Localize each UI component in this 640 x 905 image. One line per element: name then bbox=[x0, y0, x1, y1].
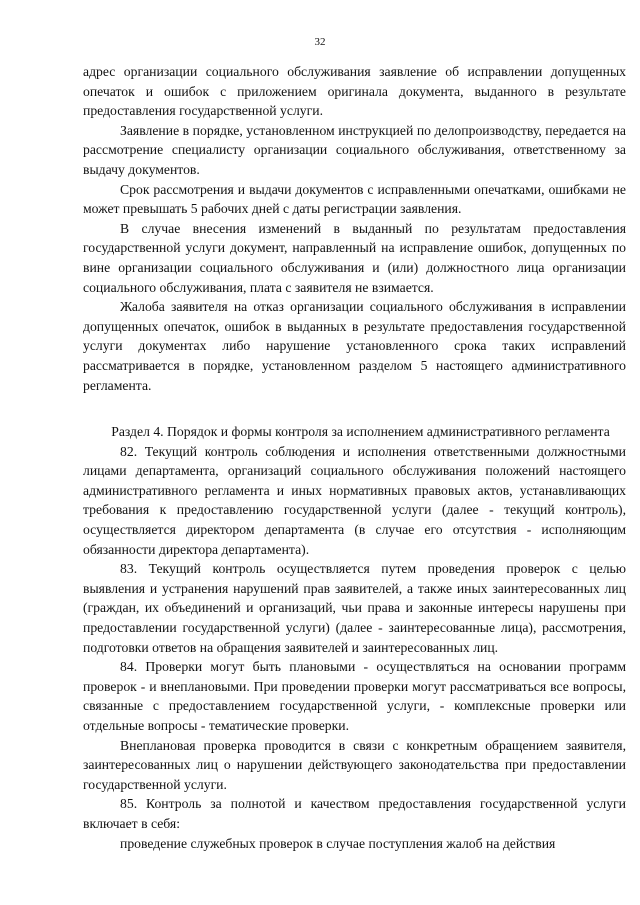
paragraph-82: 82. Текущий контроль соблюдения и исполнения ответственными должностными лицами департамента, организаций социального обслуживания положений настоящего административного регламента и иных нормативных правовых актов, устанавливающих требования к предоставлению государственной услуги (далее - текущий контроль), осуществляется директором департамента (в случае его отсутствия - исполняющим обязанности директора департамента). bbox=[83, 443, 626, 557]
paragraph-83: 83. Текущий контроль осуществляется путем проведения проверок с целью выявления и устранения нарушений прав заявителей, а также иных заинтересованных лиц (граждан, их объединений и организаций, чьи права и законные интересы нарушены при предоставлении государственной услуги) (далее - заинтересованные лица), рассмотрения, подготовки ответов на обращения заявителей и заинтересованных лиц. bbox=[83, 561, 626, 655]
document-body bbox=[83, 62, 626, 853]
section-4-heading: Раздел 4. Порядок и формы контроля за исполнением административного регламента bbox=[111, 424, 610, 440]
paragraph-application-transfer: Заявление в порядке, установленном инструкцией по делопроизводству, передается на рассмотрение специалисту организации социального обслуживания, ответственному за выдачу документов. bbox=[83, 122, 626, 177]
paragraph-85-item: проведение служебных проверок в случае поступления жалоб на действия bbox=[120, 835, 556, 851]
paragraph-no-fee: В случае внесения изменений в выданный по результатам предоставления государственной услуги документ, направленный на исправление ошибок, допущенных по вине организации социального обслуживания и (или) должностного лица организации социального обслуживания, плата с заявителя не взимается. bbox=[83, 220, 626, 295]
paragraph-review-term: Срок рассмотрения и выдачи документов с исправленными опечатками, ошибками не может превышать 5 рабочих дней с даты регистрации заявления. bbox=[83, 181, 626, 217]
paragraph-unscheduled-check: Внеплановая проверка проводится в связи с конкретным обращением заявителя, заинтересованных лиц о нарушении действующего законодательства при предоставлении государственной услуги. bbox=[83, 737, 626, 792]
paragraph-complaint: Жалоба заявителя на отказ организации социального обслуживания в исправлении допущенных опечаток, ошибок в выданных в результате предоставления государственной услуги документах либо нарушение установленного срока таких исправлений рассматривается в порядке, установленном разделом 5 настоящего административного регламента. bbox=[83, 299, 626, 393]
paragraph-application-address: адрес организации социального обслуживания заявление об исправлении допущенных опечаток и ошибок с приложением оригинала документа, выданного в результате предоставления государственной услуги. bbox=[83, 64, 626, 119]
page-number: 32 bbox=[314, 36, 326, 48]
paragraph-84: 84. Проверки могут быть плановыми - осуществляться на основании программ проверок - и внеплановыми. При проведении проверки могут рассматриваться все вопросы, связанные с предоставлением государственной услуги, - комплексные проверки или отдельные вопросы - тематические проверки. bbox=[83, 659, 626, 733]
paragraph-85: 85. Контроль за полнотой и качеством предоставления государственной услуги включает в себя: bbox=[83, 796, 626, 831]
